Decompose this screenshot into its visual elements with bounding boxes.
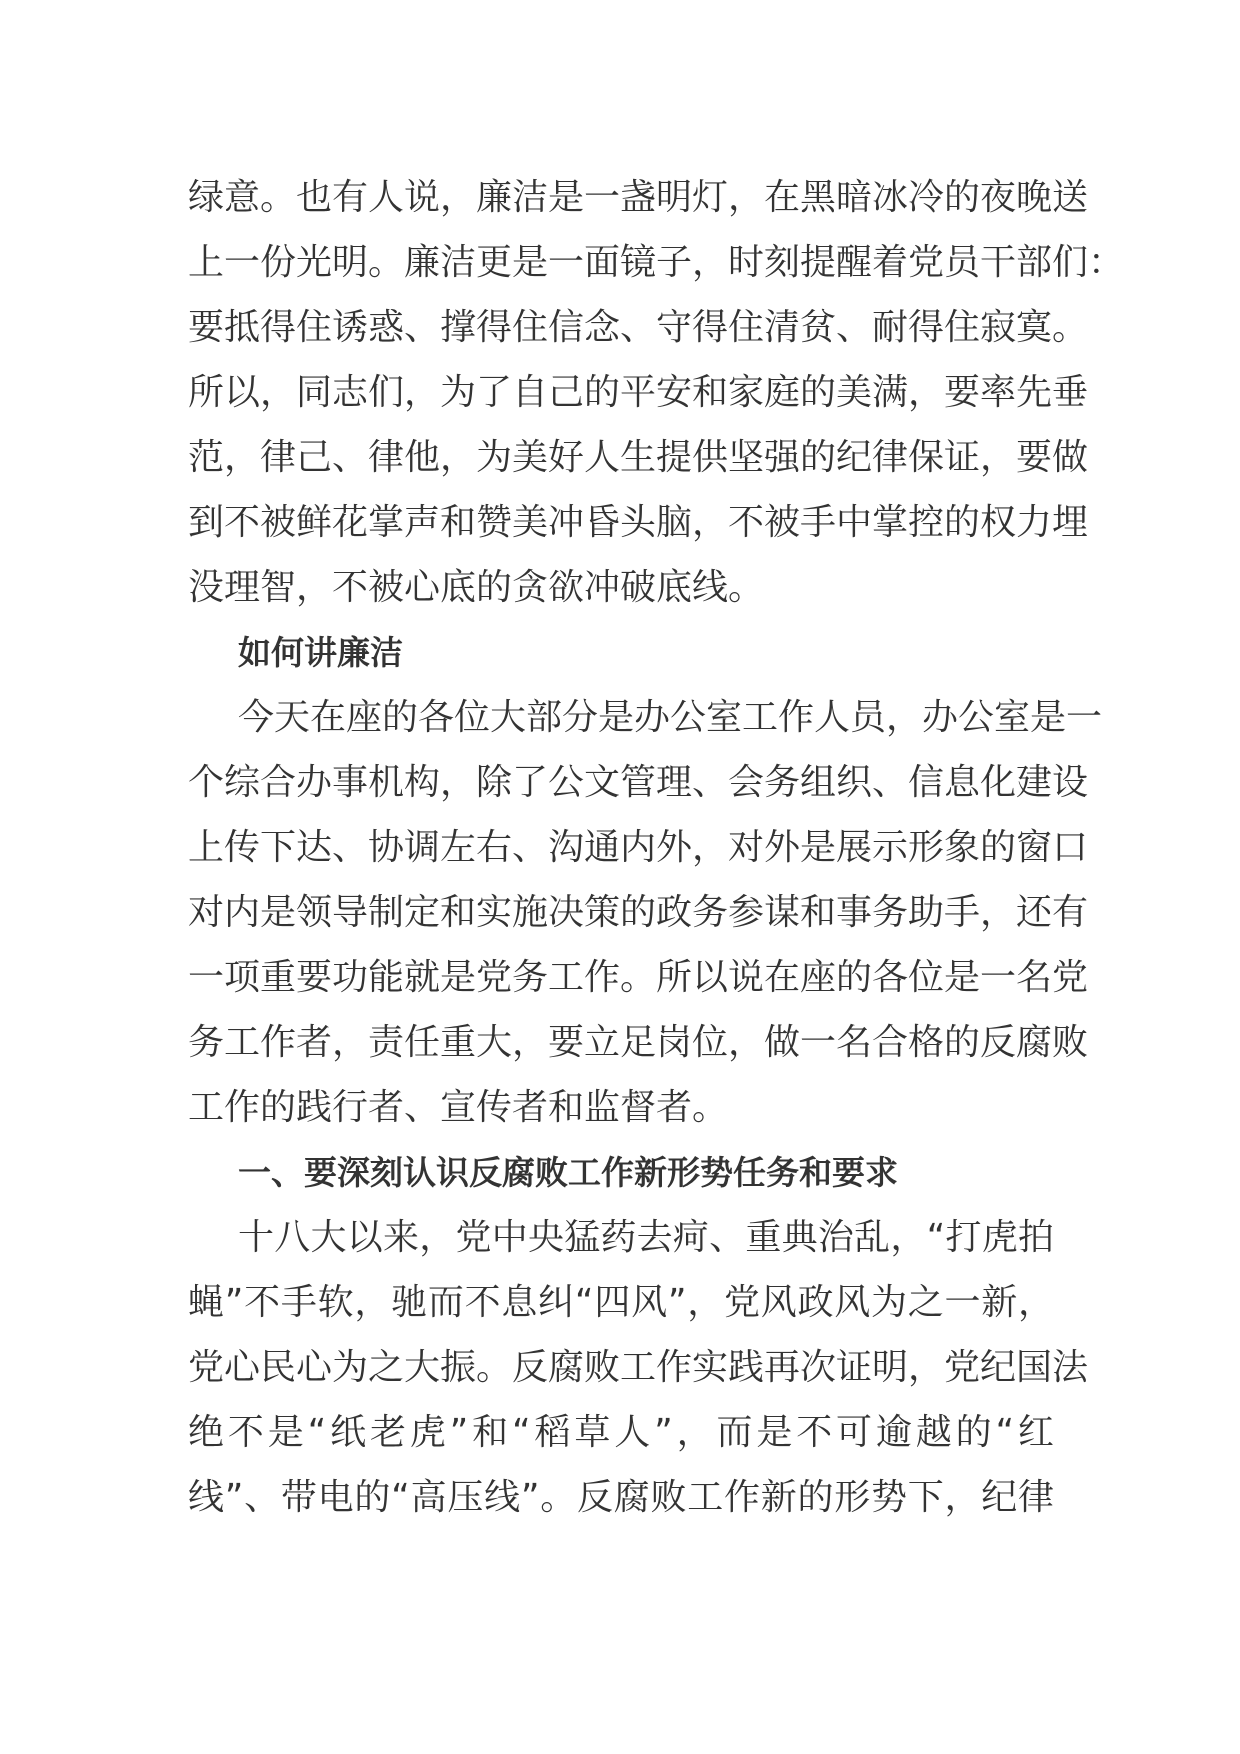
body-line: 一项重要功能就是党务工作。所以说在座的各位是一名党 (188, 957, 1089, 998)
body-line: 个综合办事机构，除了公文管理、会务组织、信息化建设 (188, 762, 1089, 803)
body-line: 十八大以来，党中央猛药去疴、重典治乱，“打虎拍 (238, 1217, 1054, 1258)
body-line: 绿意。也有人说，廉洁是一盏明灯，在黑暗冰冷的夜晚送 (188, 177, 1089, 218)
body-line: 上一份光明。廉洁更是一面镜子，时刻提醒着党员干部们： (188, 242, 1125, 283)
body-line: 没理智，不被心底的贪欲冲破底线。 (188, 567, 765, 608)
body-line: 绝不是“纸老虎”和“稻草人”，而是不可逾越的“红 (188, 1412, 1054, 1453)
body-line: 范，律己、律他，为美好人生提供坚强的纪律保证，要做 (188, 437, 1089, 478)
body-line: 到不被鲜花掌声和赞美冲昏头脑，不被手中掌控的权力埋 (188, 502, 1089, 543)
body-line: 线”、带电的“高压线”。反腐败工作新的形势下，纪律 (188, 1477, 1054, 1518)
body-line: 上传下达、协调左右、沟通内外，对外是展示形象的窗口 (188, 827, 1089, 868)
body-line: 所以，同志们，为了自己的平安和家庭的美满，要率先垂 (188, 372, 1089, 413)
body-line: 蝇”不手软，驰而不息纠“四风”，党风政风为之一新， (188, 1282, 1054, 1323)
body-line: 要抵得住诱惑、撑得住信念、守得住清贫、耐得住寂寞。 (188, 307, 1089, 348)
section-heading: 一、要深刻认识反腐败工作新形势任务和要求 (238, 1153, 898, 1192)
body-line: 工作的践行者、宣传者和监督者。 (188, 1087, 729, 1128)
body-line: 党心民心为之大振。反腐败工作实践再次证明，党纪国法 (188, 1347, 1089, 1388)
body-line: 今天在座的各位大部分是办公室工作人员，办公室是一 (238, 697, 1103, 738)
body-line: 务工作者，责任重大，要立足岗位，做一名合格的反腐败 (188, 1022, 1089, 1063)
document-body (188, 165, 1125, 1530)
section-heading: 如何讲廉洁 (238, 633, 403, 672)
body-line: 对内是领导制定和实施决策的政务参谋和事务助手，还有 (188, 892, 1089, 933)
